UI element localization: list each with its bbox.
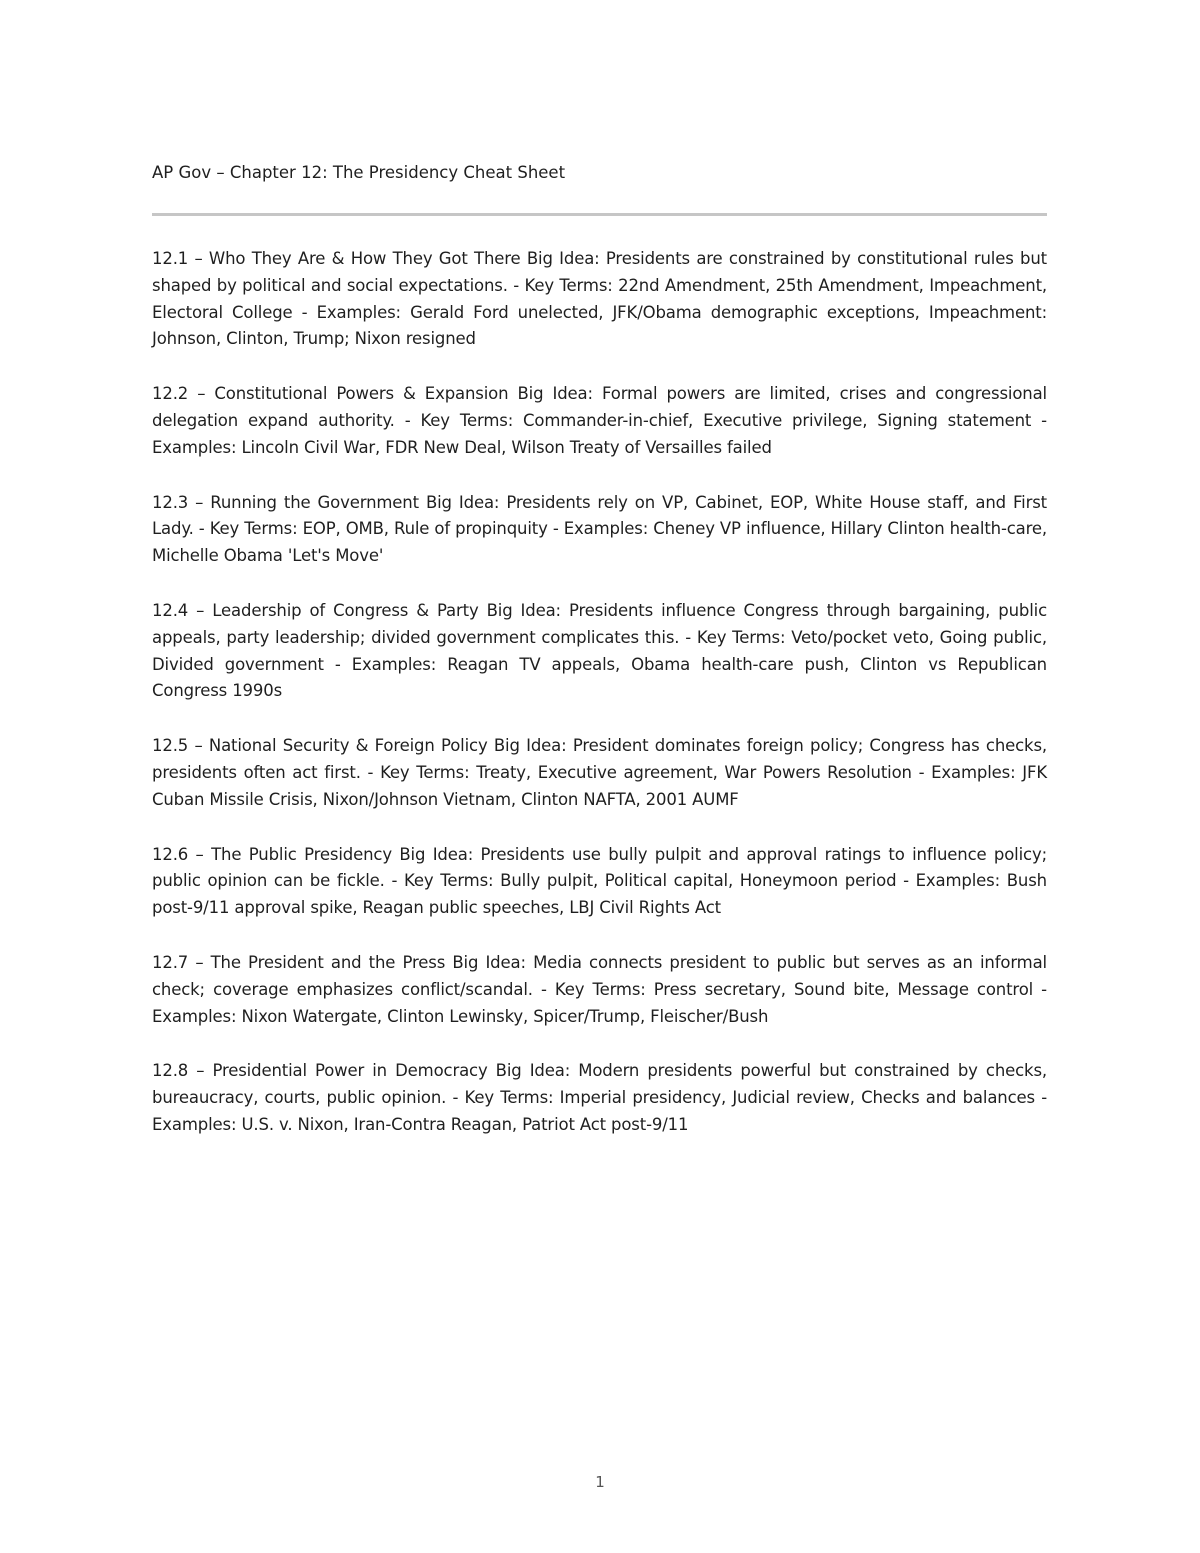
- section-12-8: 12.8 – Presidential Power in Democracy Big Idea: Modern presidents powerful but constrained by checks, bureaucracy, courts, public opinion. - Key Terms: Imperial presidency, Judicial review, Checks and balances - Examples: U.S. v. Nixon, Iran-Contra Reagan, Patriot Act post-9/11: [152, 1061, 1047, 1134]
- title-divider: [152, 213, 1047, 216]
- section-12-4: 12.4 – Leadership of Congress & Party Big Idea: Presidents influence Congress through bargaining, public appeals, party leadership; divided government complicates this. - Key Terms: Veto/pocket veto, Going public, Divided government - Examples: Reagan TV appeals, Obama health-care push, Clinton vs Republican Congress 1990s: [152, 600, 1047, 701]
- section-12-3: 12.3 – Running the Government Big Idea: Presidents rely on VP, Cabinet, EOP, White House staff, and First Lady. - Key Terms: EOP, OMB, Rule of propinquity - Examples: Cheney VP influence, Hillary Clinton health-care, Michelle Obama 'Let's Move': [152, 492, 1047, 566]
- document-title: AP Gov – Chapter 12: The Presidency Cheat Sheet: [152, 163, 566, 182]
- section-12-2: 12.2 – Constitutional Powers & Expansion Big Idea: Formal powers are limited, crises and congressional delegation expand authority. - Key Terms: Commander-in-chief, Executive privilege, Signing statement - Examples: Lincoln Civil War, FDR New Deal, Wilson Treaty of Versailles failed: [152, 384, 1047, 457]
- section-12-5: 12.5 – National Security & Foreign Policy Big Idea: President dominates foreign policy; Congress has checks, presidents often act first. - Key Terms: Treaty, Executive agreement, War Powers Resolution - Examples: JFK Cuban Missile Crisis, Nixon/Johnson Vietnam, Clinton NAFTA, 2001 AUMF: [152, 736, 1047, 809]
- section-list: [152, 246, 1047, 1167]
- page-number: 1: [595, 1473, 605, 1491]
- section-12-7: 12.7 – The President and the Press Big Idea: Media connects president to public but serves as an informal check; coverage emphasizes conflict/scandal. - Key Terms: Press secretary, Sound bite, Message control - Examples: Nixon Watergate, Clinton Lewinsky, Spicer/Trump, Fleischer/Bush: [152, 952, 1047, 1026]
- section-12-6: 12.6 – The Public Presidency Big Idea: Presidents use bully pulpit and approval ratings to influence policy; public opinion can be fickle. - Key Terms: Bully pulpit, Political capital, Honeymoon period - Examples: Bush post-9/11 approval spike, Reagan public speeches, LBJ Civil Rights Act: [152, 844, 1047, 918]
- section-12-1: 12.1 – Who They Are & How They Got There Big Idea: Presidents are constrained by constitutional rules but shaped by political and social expectations. - Key Terms: 22nd Amendment, 25th Amendment, Impeachment, Electoral College - Examples: Gerald Ford unelected, JFK/Obama demographic exceptions, Impeachment: Johnson, Clinton, Trump; Nixon resigned: [152, 249, 1047, 349]
